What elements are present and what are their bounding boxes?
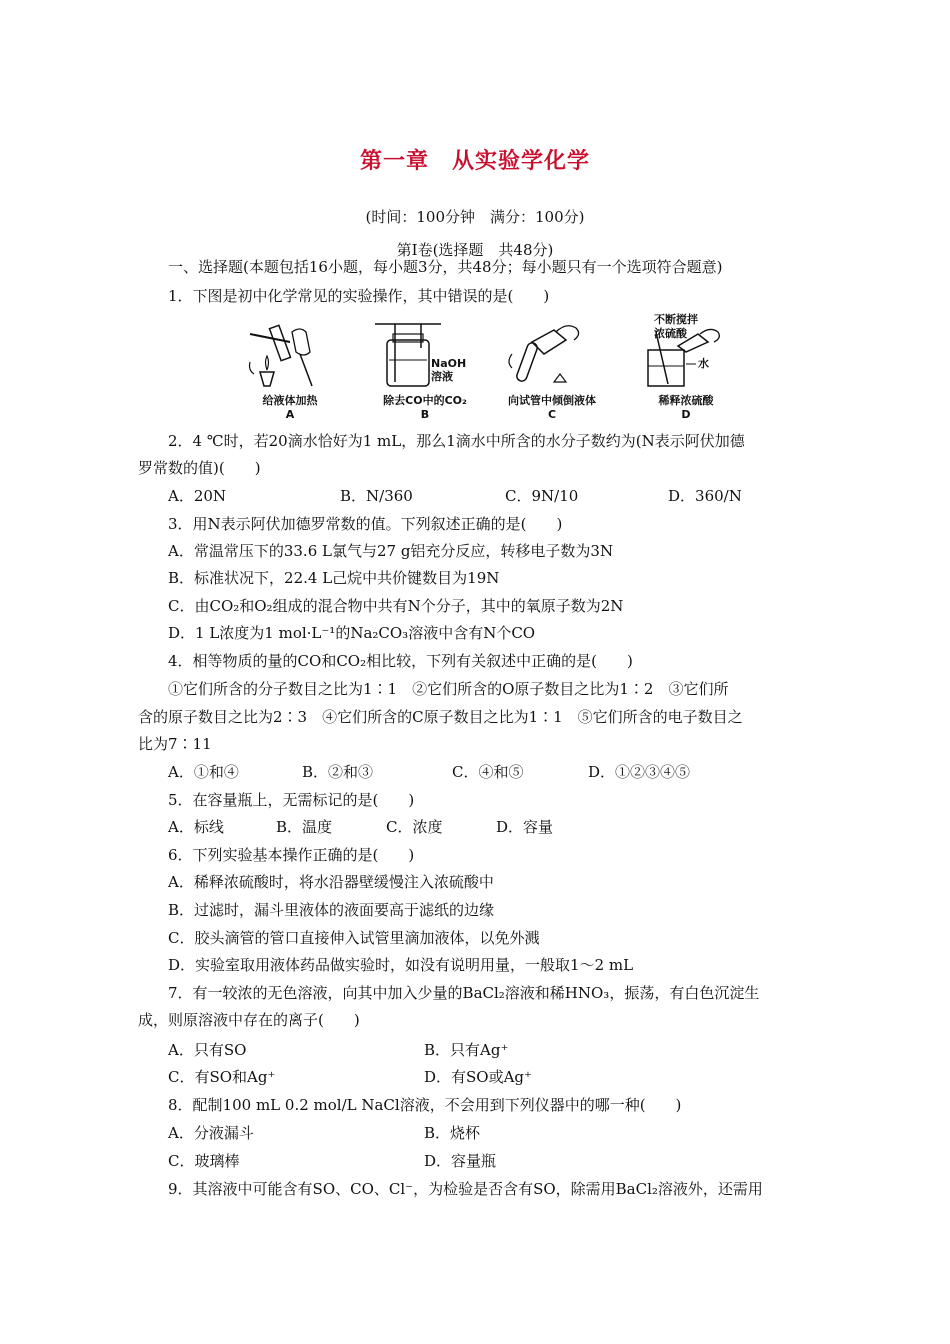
q7-option-d: D．有SO或Ag⁺	[424, 1068, 532, 1086]
q3-option-b: B．标准状况下，22.4 L己烷中共价键数目为19N	[168, 569, 500, 587]
figure-letter: A	[285, 408, 295, 421]
question-7-cont: 成，则原溶液中存在的离子( )	[138, 1011, 360, 1029]
q4-option-d: D．①②③④⑤	[588, 763, 691, 781]
pouring-liquid-illustration	[492, 312, 612, 392]
question-1: 1．下图是初中化学常见的实验操作，其中错误的是( )	[168, 287, 550, 305]
question-7: 7．有一较浓的无色溶液，向其中加入少量的BaCl₂溶液和稀HNO₃，振荡，有白色沉淀生	[168, 984, 760, 1002]
question-5: 5．在容量瓶上，无需标记的是( )	[168, 791, 415, 809]
q8-option-d: D．容量瓶	[424, 1152, 497, 1170]
q3-option-d: D．1 L浓度为1 mol·L⁻¹的Na₂CO₃溶液中含有N个CO	[168, 624, 536, 642]
heating-liquid-illustration	[230, 312, 350, 392]
question-8: 8．配制100 mL 0.2 mol/L NaCl溶液，不会用到下列仪器中的哪一种( )	[168, 1096, 682, 1114]
experiment-figures	[230, 312, 750, 424]
chapter-title: 第一章 从实验学化学	[359, 149, 590, 174]
q8-option-a: A．分液漏斗	[168, 1124, 254, 1142]
water-label: 水	[698, 357, 709, 370]
question-2-text: 2．4 ℃时，若20滴水恰好为1 mL，那么1滴水中所含的水分子数约为(N	[168, 432, 655, 450]
q6-option-c: C．胶头滴管的管口直接伸入试管里滴加液体，以免外溅	[168, 929, 540, 947]
question-3: 3．用N表示阿伏加德罗常数的值。下列叙述正确的是( )	[168, 515, 563, 533]
q6-option-a: A．稀释浓硫酸时，将水沿器壁缓慢注入浓硫酸中	[168, 873, 494, 891]
section-title: 第Ⅰ卷(选择题 共48分)	[396, 241, 554, 259]
q4-option-c: C．④和⑤	[452, 763, 524, 781]
q7-option-b: B．只有Ag⁺	[424, 1041, 509, 1059]
q2-option-d: D．360/N	[668, 487, 742, 505]
figure-caption: 给液体加热	[262, 394, 318, 407]
q2-option-a: A．20N	[168, 487, 227, 505]
q4-option-a: A．①和④	[168, 763, 239, 781]
naoh-label: NaOH	[431, 357, 467, 370]
question-6: 6．下列实验基本操作正确的是( )	[168, 846, 415, 864]
q5-option-b: B．温度	[276, 818, 333, 836]
q6-option-b: B．过滤时，漏斗里液体的液面要高于滤纸的边缘	[168, 901, 495, 919]
q3-option-c: C．由CO₂和O₂组成的混合物中共有N个分子，其中的氧原子数为2N	[168, 597, 624, 615]
figure-letter: C	[547, 408, 557, 421]
q5-option-d: D．容量	[496, 818, 554, 836]
stir-label: 不断搅拌	[654, 313, 698, 326]
q7-option-c: C．有SO和Ag⁺	[168, 1068, 276, 1086]
question-2-tail: 表示阿伏加德	[654, 432, 745, 450]
figure-caption: 向试管中倾倒液体	[508, 394, 596, 407]
part-heading: 一、选择题(本题包括16小题，每小题3分，共48分；每小题只有一个选项符合题意)	[168, 258, 723, 276]
q6-option-d: D．实验室取用液体药品做实验时，如没有说明用量，一般取1～2 mL	[168, 956, 634, 974]
q5-option-c: C．浓度	[386, 818, 443, 836]
q8-option-c: C．玻璃棒	[168, 1152, 240, 1170]
figure-dilute-acid	[626, 312, 746, 424]
question-2-cont: 罗常数的值)( )	[138, 459, 261, 477]
q7-option-a: A．只有SO	[168, 1041, 247, 1059]
q3-option-a: A．常温常压下的33.6 L氯气与27 g铝充分反应，转移电子数为3N	[168, 542, 614, 560]
conc-acid-label: 浓硫酸	[654, 327, 687, 340]
figure-letter: B	[420, 408, 430, 421]
exam-info: (时间：100分钟 满分：100分)	[365, 208, 585, 226]
q5-option-a: A．标线	[168, 818, 224, 836]
q2-option-c: C．9N/10	[505, 487, 579, 505]
question-4: 4．相等物质的量的CO和CO₂相比较，下列有关叙述中正确的是( )	[168, 652, 633, 670]
question-2	[168, 431, 745, 451]
q8-option-b: B．烧杯	[424, 1124, 481, 1142]
q4-statements-2: 含的原子数目之比为2∶3 ④它们所含的C原子数目之比为1∶1 ⑤它们所含的电子数目之	[138, 708, 743, 726]
figure-pour-liquid	[492, 312, 612, 424]
gas-washing-bottle-illustration	[365, 312, 485, 392]
q4-statements-1: ①它们所含的分子数目之比为1∶1 ②它们所含的O原子数目之比为1∶2 ③它们所	[168, 680, 729, 698]
figure-caption: 除去CO中的CO₂	[383, 394, 467, 407]
question-9: 9．其溶液中可能含有SO、CO、Cl⁻，为检验是否含有SO，除需用BaCl₂溶液外，还需用	[168, 1180, 763, 1198]
q4-option-b: B．②和③	[302, 763, 374, 781]
figure-remove-co2	[365, 312, 485, 424]
q4-statements-3: 比为7∶11	[138, 735, 212, 753]
q2-option-b: B．N/360	[340, 487, 413, 505]
figure-heating-liquid	[230, 312, 350, 424]
solution-label: 溶液	[431, 370, 453, 383]
figure-letter: D	[681, 408, 691, 421]
figure-caption: 稀释浓硫酸	[658, 394, 714, 407]
